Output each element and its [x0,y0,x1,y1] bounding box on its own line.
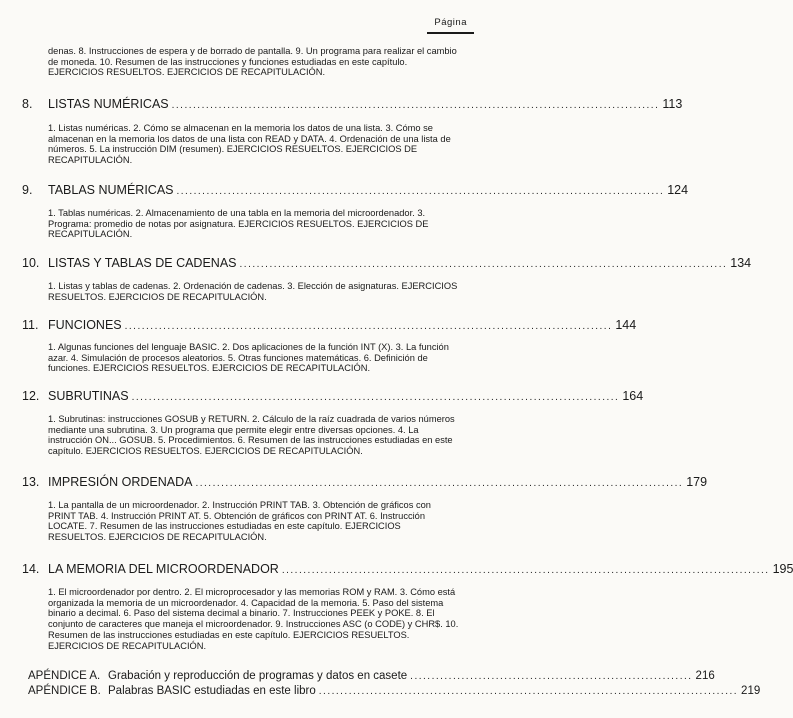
dot-leader: .................................................................................................................. [131,392,620,403]
chapter-14-heading [22,562,793,578]
appendix-label: APÉNDICE A. [28,670,101,682]
chapter-title: IMPRESIÓN ORDENADA [48,475,193,489]
header-rule [427,32,474,34]
chapter-number: 12. [22,389,40,403]
chapter-number: 13. [22,475,40,489]
chapter-number: 11. [22,318,39,332]
chapter-10-description: 1. Listas y tablas de cadenas. 2. Ordenación de cadenas. 3. Elección de asignaturas. EJERCICIOS RESUELTOS. EJERCICIOS DE RECAPITULACIÓN. [48,281,458,302]
chapter-title: FUNCIONES [48,318,122,332]
dot-leader: .................................................................................................................. [239,259,728,270]
chapter-11-heading [22,318,637,334]
chapter-page-number: 113 [662,97,683,111]
chapter-number: 14. [22,562,40,576]
dot-leader: .................................................................................................................. [195,478,684,489]
appendix-title: Palabras BASIC estudiadas en este libro [108,685,316,697]
chapter-number: 8. [22,97,33,111]
chapter-page-number: 144 [615,318,637,332]
chapter-title: LA MEMORIA DEL MICROORDENADOR [48,562,279,576]
chapter-8-description: 1. Listas numéricas. 2. Cómo se almacenan en la memoria los datos de una lista. 3. Cómo se almacenan en la memoria los datos de una lista con READ y DATA. 4. Ordenación de una lista de números. 5. La instrucción DIM (resumen). EJERCICIOS RESUELTOS. EJERCICIOS DE RECAPITULACIÓN. [48,123,451,166]
appendix-page-number: 219 [741,685,761,697]
dot-leader: .................................................................................................................. [171,100,660,111]
appendix-a [28,670,715,682]
chapter-10-heading [22,256,752,272]
chapter-12-description: 1. Subrutinas: instrucciones GOSUB y RETURN. 2. Cálculo de la raíz cuadrada de varios números mediante una subrutina. 3. Un programa que permite elegir entre diversas opciones. 4. La instrucción ON... GOSUB. 5. Procedimientos. 6. Resumen de las instrucciones estudiadas en este capítulo. EJERCICIOS RESUELTOS. EJERCICIOS DE RECAPITULACIÓN. [48,414,455,457]
appendix-label: APÉNDICE B. [28,685,101,697]
chapter-9-heading [22,183,689,199]
chapter-number: 9. [22,183,33,197]
chapter-12-heading [22,389,644,405]
chapter-number: 10. [22,256,40,270]
chapter-title: SUBRUTINAS [48,389,129,403]
chapter-8-heading [22,97,683,113]
chapter-title: TABLAS NUMÉRICAS [48,183,174,197]
page-column-header: Página [434,17,467,28]
chapter-13-heading [22,475,708,491]
appendix-page-number: 216 [695,670,715,682]
appendix-title: Grabación y reproducción de programas y datos en casete [108,670,408,682]
chapter-page-number: 134 [730,256,752,270]
chapter-page-number: 124 [667,183,689,197]
chapter-13-description: 1. La pantalla de un microordenador. 2. Instrucción PRINT TAB. 3. Obtención de gráficos con PRINT TAB. 4. Instrucción PRINT AT. 5. Obtención de gráficos con PRINT AT. 6. Instrucción LOCATE. 7. Resumen de las instrucciones estudiadas en este capítulo. EJERCICIOS RESUELTOS. EJERCICIOS DE RECAPITULACIÓN. [48,500,431,543]
dot-leader: .................................................................. [410,671,693,682]
appendix-b [28,685,761,697]
chapter-page-number: 195 [772,562,793,576]
chapter-title: LISTAS NUMÉRICAS [48,97,169,111]
dot-leader: .................................................................................................................. [176,186,665,197]
dot-leader: .................................................................................................................. [281,565,770,576]
dot-leader: .................................................................................................................. [124,321,613,332]
chapter-page-number: 164 [622,389,644,403]
chapter-page-number: 179 [686,475,708,489]
chapter-14-description: 1. El microordenador por dentro. 2. El microprocesador y las memorias ROM y RAM. 3. Cómo está organizada la memoria de un microordenador. 4. Capacidad de la memoria. 5. Paso del sistema binario a decimal. 6. Paso del sistema decimal a binario. 7. Instrucciones PEEK y POKE. 8. El conjunto de caracteres que maneja el microordenador. 9. Instrucciones ASC (o CODE) y CHR$. 10. Resumen de las instrucciones estudiadas en este capítulo. EJERCICIOS RESUELTOS. EJERCICIOS DE RECAPITULACIÓN. [48,587,459,651]
chapter-9-description: 1. Tablas numéricas. 2. Almacenamiento de una tabla en la memoria del microordenador. 3. Programa: promedio de notas por asignatura. EJERCICIOS RESUELTOS. EJERCICIOS DE RECAPITULACIÓN. [48,208,429,240]
chapter-title: LISTAS Y TABLAS DE CADENAS [48,256,237,270]
dot-leader: .................................................................................................. [318,686,739,697]
chapter-11-description: 1. Algunas funciones del lenguaje BASIC. 2. Dos aplicaciones de la función INT (X). 3. La función azar. 4. Simulación de procesos aleatorios. 5. Otras funciones matemáticas. 6. Definición de funciones. EJERCICIOS RESUELTOS. EJERCICIOS DE RECAPITULACIÓN. [48,342,449,374]
intro-text: denas. 8. Instrucciones de espera y de borrado de pantalla. 9. Un programa para realizar el cambio de moneda. 10. Resumen de las instrucciones y funciones estudiadas en este capítulo. EJERCICIOS RESUELTOS. EJERCICIOS DE RECAPITULACIÓN. [48,46,457,78]
